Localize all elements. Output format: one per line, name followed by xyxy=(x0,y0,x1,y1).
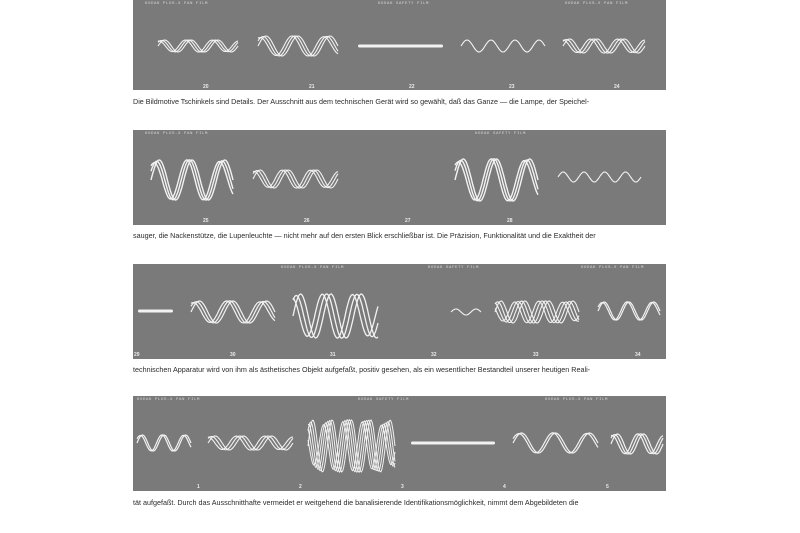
frame-number: 32 xyxy=(431,352,437,358)
film-edge-label: KODAK SAFETY FILM xyxy=(428,266,480,270)
frame-number: 26 xyxy=(304,218,310,224)
caption-line: technischen Apparatur wird von ihm als ästhetisches Objekt aufgefaßt, positiv gesehen, als ein wesentlicher Bestandteil unserer heutigen Reali- xyxy=(133,365,591,374)
film-edge-label: KODAK PLUS-X PAN FILM xyxy=(581,266,645,270)
film-edge-label: KODAK PLUS-X PAN FILM xyxy=(565,2,629,6)
caption-line: sauger, die Nackenstütze, die Lupenleuchte — nicht mehr auf den ersten Blick erschließbar ist. Die Präzision, Funktionalität und die Exaktheit der xyxy=(133,231,596,240)
frame-number: 5 xyxy=(606,484,609,490)
flat-trace xyxy=(358,45,443,48)
oscilloscope-waves xyxy=(133,0,666,90)
flat-trace xyxy=(138,310,173,313)
frame-number: 2 xyxy=(299,484,302,490)
wave-trace xyxy=(451,309,481,315)
frame-number: 29 xyxy=(134,352,140,358)
film-edge-label: KODAK PLUS-X PAN FILM xyxy=(545,398,609,402)
frame-number: 30 xyxy=(230,352,236,358)
frame-number: 3 xyxy=(401,484,404,490)
wave-trace xyxy=(258,36,338,56)
wave-trace xyxy=(293,294,378,338)
film-edge-label: KODAK PLUS-X PAN FILM xyxy=(145,132,209,136)
oscilloscope-waves xyxy=(133,396,666,491)
frame-number: 1 xyxy=(197,484,200,490)
film-edge-label: KODAK SAFETY FILM xyxy=(358,398,410,402)
frame-number: 25 xyxy=(203,218,209,224)
oscilloscope-waves xyxy=(133,264,666,359)
film-strip-1 xyxy=(133,0,666,90)
frame-number: 27 xyxy=(405,218,411,224)
frame-number: 31 xyxy=(330,352,336,358)
film-strip-4 xyxy=(133,396,666,491)
wave-trace xyxy=(191,301,275,323)
film-strip-2 xyxy=(133,130,666,225)
caption-line: Die Bildmotive Tschinkels sind Details. Der Ausschnitt aus dem technischen Gerät wird so gewählt, daß das Ganze — die Lampe, der Speichel- xyxy=(133,97,590,106)
frame-number: 23 xyxy=(509,84,515,90)
film-edge-label: KODAK SAFETY FILM xyxy=(475,132,527,136)
wave-trace xyxy=(151,160,233,200)
film-edge-label: KODAK PLUS-X PAN FILM xyxy=(145,2,209,6)
film-strip-3 xyxy=(133,264,666,359)
wave-trace xyxy=(598,302,660,320)
flat-trace xyxy=(411,442,495,445)
wave-trace xyxy=(455,159,538,201)
caption-line: tät aufgefaßt. Durch das Ausschnitthafte vermeidet er weitgehend die banalisierende Identifikationsmöglichkeit, nimmt dem Abgebildeten die xyxy=(133,498,579,507)
frame-number: 24 xyxy=(614,84,620,90)
frame-number: 28 xyxy=(507,218,513,224)
film-edge-label: KODAK PLUS-X PAN FILM xyxy=(281,266,345,270)
frame-number: 4 xyxy=(503,484,506,490)
wave-trace xyxy=(513,433,598,453)
wave-trace xyxy=(461,40,545,52)
film-edge-label: KODAK SAFETY FILM xyxy=(378,2,430,6)
frame-number: 22 xyxy=(409,84,415,90)
film-edge-label: KODAK PLUS-X PAN FILM xyxy=(137,398,201,402)
frame-number: 33 xyxy=(533,352,539,358)
wave-trace xyxy=(558,172,641,182)
frame-number: 20 xyxy=(203,84,209,90)
oscilloscope-waves xyxy=(133,130,666,225)
frame-number: 34 xyxy=(635,352,641,358)
frame-number: 21 xyxy=(309,84,315,90)
